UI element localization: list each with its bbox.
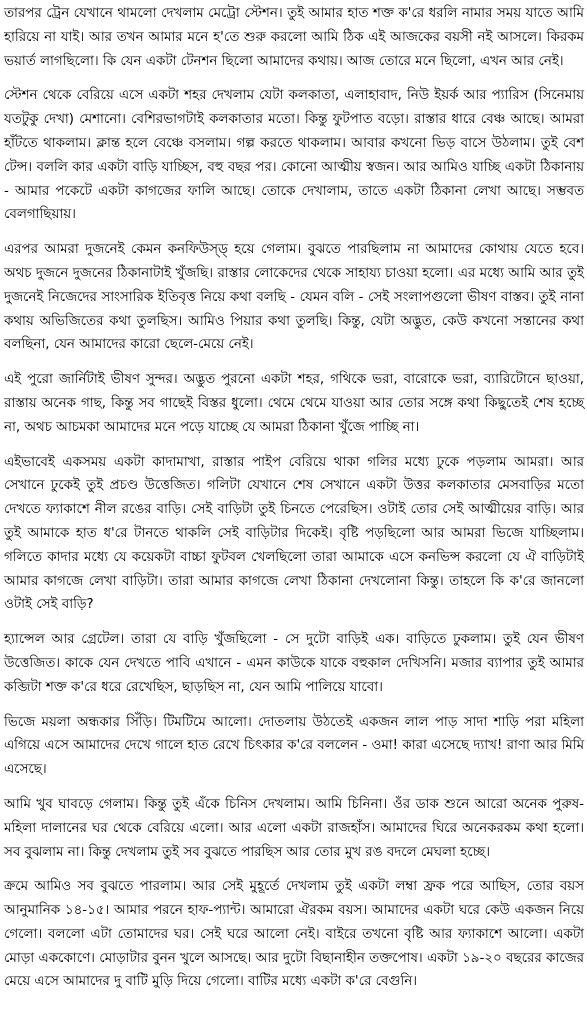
paragraph-4: এই পুরো জার্নিটাই ভীষণ সুন্দর। অদ্ভুত পুরনো একটা শহর, গথিকে ভরা, বারোকে ভরা, ব্যারিটোনে ছাওয়া, রাস্তায় অনেক গাছ, কিন্তু সব গাছেই বিস্তর ধুলো। থেমে থেমে যাওয়া আর তোর সঙ্গে কথা কিছুতেই শেষ হচ্ছে না, অথচ আচমকা আমাদের মনে পড়ে যাচ্ছে যে আমরা ঠিকানা খুঁজে পাচ্ছি না। (4, 372, 584, 435)
paragraph-1: তারপর ট্রেন যেখানে থামলো দেখলাম মেট্রো স্টেশন। তুই আমার হাত শক্ত ক'রে ধরলি নামার সময় যাতে আমি হারিয়ে না যাই। আর তখন আমার মনে হ'তে শুরু করলো আমি ঠিক এই আজকের বয়সী নই আসলে। কিরকম ভয়ার্ত লাগছিলো। কি যেন একটা টেনশন ছিলো আমাদের কথায়। আজ তোরে মনে ছিলো, এখন আর নেই। (4, 6, 584, 69)
paragraph-3: এরপর আমরা দুজনেই কেমন কনফিউস্‌ড্ হয়ে গেলাম। বুঝতে পারছিলাম না আমাদের কোথায় যেতে হবে। অথচ দুজনে দুজনের ঠিকানাটাই খুঁজছি। রাস্তার লোকেদের থেকে সাহায্য চাওয়া হলো। এর মধ্যে আমি আর তুই দুজনেই নিজেদের সাংসারিক ইতিবৃত্ত নিয়ে কথা বলছি - যেমন বলি - সেই সংলাপগুলো ভীষণ বাস্তব। তুই নানা কথায় অভিজিতের কথা তুলছিস। আমিও পিয়ার কথা তুলছি। কিন্তু, যেটা অদ্ভুত, কেউ কখনো সন্তানের কথা বলছিনা, যেন আমাদের কারো ছেলে-মেয়ে নেই। (4, 242, 584, 353)
paragraph-2: স্টেশন থেকে বেরিয়ে এসে একটা শহর দেখলাম যেটা কলকাতা, এলাহাবাদ, নিউ ইয়র্ক আর প্যারিস (সিনেমায় যতটুকু দেখা) মেশানো। বেশিরভাগটাই কলকাতার মতো। কিন্তু ফুটপাত বড়ো। রাস্তার ধারে বেঞ্চ আছে। আমরা হাঁটতে থাকলাম। ক্লান্ত হলে বেঞ্চে বসলাম। গল্প করতে থাকলাম। আবার কখনো ভিড় বাসে উঠলাম। তুই বেশ টেন্স। বললি কার একটা বাড়ি যাচ্ছিস, বহু বছর পর। কোনো আত্মীয় স্বজন। আর আমিও যাচ্ছি একটা ঠিকানায় - আমার পকেটে একটা কাগজের ফালি আছে। তোকে দেখালাম, তাতে একটা ঠিকানা লেখা আছে। সম্ভবত বেলগাছিয়ায়। (4, 88, 584, 223)
paragraph-8: আমি খুব ঘাবড়ে গেলাম। কিন্তু তুই এঁকে চিনিস দেখলাম। আমি চিনিনা। ওঁর ডাক শুনে আরো অনেক পুরুষ-মহিলা দালানের ঘর থেকে বেরিয়ে এলো। আর এলো একটা রাজহাঁস। আমাদের ঘিরে অনেকরকম কথা হলো। সব বুঝলাম না। কিন্তু দেখলাম তুই সব বুঝতে পারছিস আর তোর মুখ রঙ বদলে মেঘলা হচ্ছে। (4, 796, 584, 860)
paragraph-6: হ্যান্সেল আর গ্রেটেল। তারা যে বাড়ি খুঁজছিলো - সে দুটো বাড়িই এক। বাড়িতে ঢুকলাম। তুই যেন ভীষণ উত্তেজিত। কাকে যেন দেখতে পাবি এখানে - এমন কাউকে যাকে বহুকাল দেখিসনি। মজার ব্যাপার তুই আমার কব্জিটা শক্ত ক'রে ধরে রেখেছিস, ছাড়ছিস না, যেন আমি পালিয়ে যাবো। (4, 632, 584, 695)
paragraph-5: এইভাবেই একসময় একটা কাদামাখা, রাস্তার পাইপ বেরিয়ে থাকা গলির মধ্যে ঢুকে পড়লাম আমরা। আর সেখানে ঢুকেই তুই প্রচণ্ড উত্তেজিত। গলিটা যেখানে শেষ সেখানে একটা উত্তর কলকাতার মেসবাড়ির মতো দেখতে ফ্যাকাশে নীল রঙের বাড়ি। সেই বাড়িটা তুই চিনতে পেরেছিস। ওটাই তোর সেই আত্মীয়ের বাড়ি। আর তুই আমাকে হাত ধ'রে টানতে থাকলি সেই বাড়িটার দিকেই। বৃষ্টি পড়ছিলো আর আমরা ভিজে যাচ্ছিলাম। গলিতে কাদার মধ্যে যে কয়েকটা বাচ্চা ফুটবল খেলছিলো তারা আমাকে এসে কনভিন্স করলো যে ঐ বাড়িটাই আমার কাগজে লেখা বাড়িটা। তারা আমার কাগজে লেখা ঠিকানা দেখলোনা কিন্তু। তাহলে কি ক'রে জানলো ওটাই সেই বাড়ি? (4, 454, 584, 613)
paragraph-7: ভিজে ময়লা অন্ধকার সিঁড়ি। টিমটিমে আলো। দোতলায় উঠতেই একজন লাল পাড় সাদা শাড়ি পরা মহিলা এগিয়ে এসে আমাদের দেখে গালে হাত রেখে চিৎকার ক'রে বললেন - ওমা! কারা এসেছে দ্যাখ! রাণা আর মিমি এসেছে। (4, 714, 584, 778)
paragraph-9: ক্রমে আমিও সব বুঝতে পারলাম। আর সেই মুহূর্তে দেখলাম তুই একটা লম্বা ফ্রক পরে আছিস, তোর বয়স আনুমানিক ১৪-১৫। আমার পরনে হাফ-প্যান্ট। আমারো ঐরকম বয়স। আমাদের একটা ঘরে কেউ একজন নিয়ে গেলো। বললো এটা তোমাদের ঘর। সেই ঘরে আলো নেই। বাইরে তখনো বৃষ্টি আর ফ্যাকাশে আলো। একটা মোড়া এককোণে। মোড়াটার বুনন খুলে আসছে। আর দুটো বিছানাহীন তক্তপোষ। একটা ১৯-২০ বছরের কাজের মেয়ে এসে আমাদের দু বাটি মুড়ি দিয়ে গেলো। বাটির মধ্যে একটা ক'রে বেগুনি। (4, 879, 584, 990)
